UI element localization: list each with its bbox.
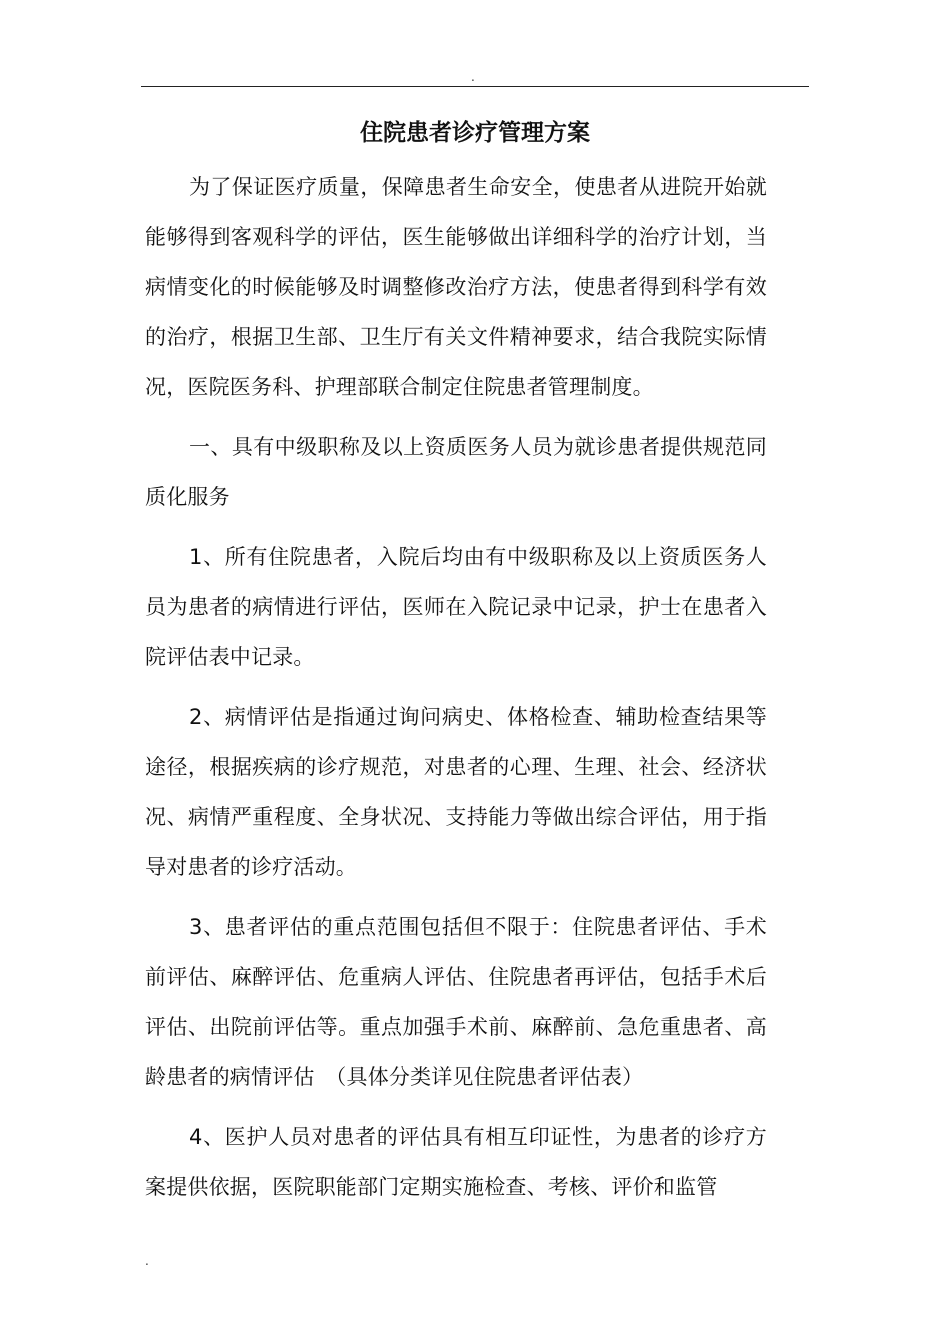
paragraph-intro: 为了保证医疗质量，保障患者生命安全，使患者从进院开始就能够得到客观科学的评估，医生能够做出详细科学的治疗计划，当病情变化的时候能够及时调整修改治疗方法，使患者得到科学有效的治疗，根据卫生部、卫生厅有关文件精神要求，结合我院实际情况，医院医务科、护理部联合制定住院患者管理制度。: [145, 175, 767, 399]
paragraph-item-2: 2、病情评估是指通过询问病史、体格检查、辅助检查结果等途径，根据疾病的诊疗规范，对患者的心理、生理、社会、经济状况、病情严重程度、全身状况、支持能力等做出综合评估，用于指导对患者的诊疗活动。: [145, 705, 767, 879]
paragraph-item-4: 4、医护人员对患者的评估具有相互印证性，为患者的诊疗方案提供依据，医院职能部门定期实施检查、考核、评价和监管: [145, 1125, 767, 1199]
footer-marker: .: [145, 1254, 149, 1268]
header-rule: [141, 86, 809, 87]
header-marker: .: [471, 70, 475, 84]
paragraph-item-3: 3、患者评估的重点范围包括但不限于：住院患者评估、手术前评估、麻醉评估、危重病人评估、住院患者再评估，包括手术后评估、出院前评估等。重点加强手术前、麻醉前、急危重患者、高龄患者的病情评估 （具体分类详见住院患者评估表）: [145, 915, 767, 1089]
document-body: [145, 162, 767, 1222]
paragraph-item-1: 1、所有住院患者，入院后均由有中级职称及以上资质医务人员为患者的病情进行评估，医师在入院记录中记录，护士在患者入院评估表中记录。: [145, 545, 767, 669]
document-title: 住院患者诊疗管理方案: [360, 120, 590, 146]
paragraph-section-heading: 一、具有中级职称及以上资质医务人员为就诊患者提供规范同质化服务: [145, 435, 767, 509]
